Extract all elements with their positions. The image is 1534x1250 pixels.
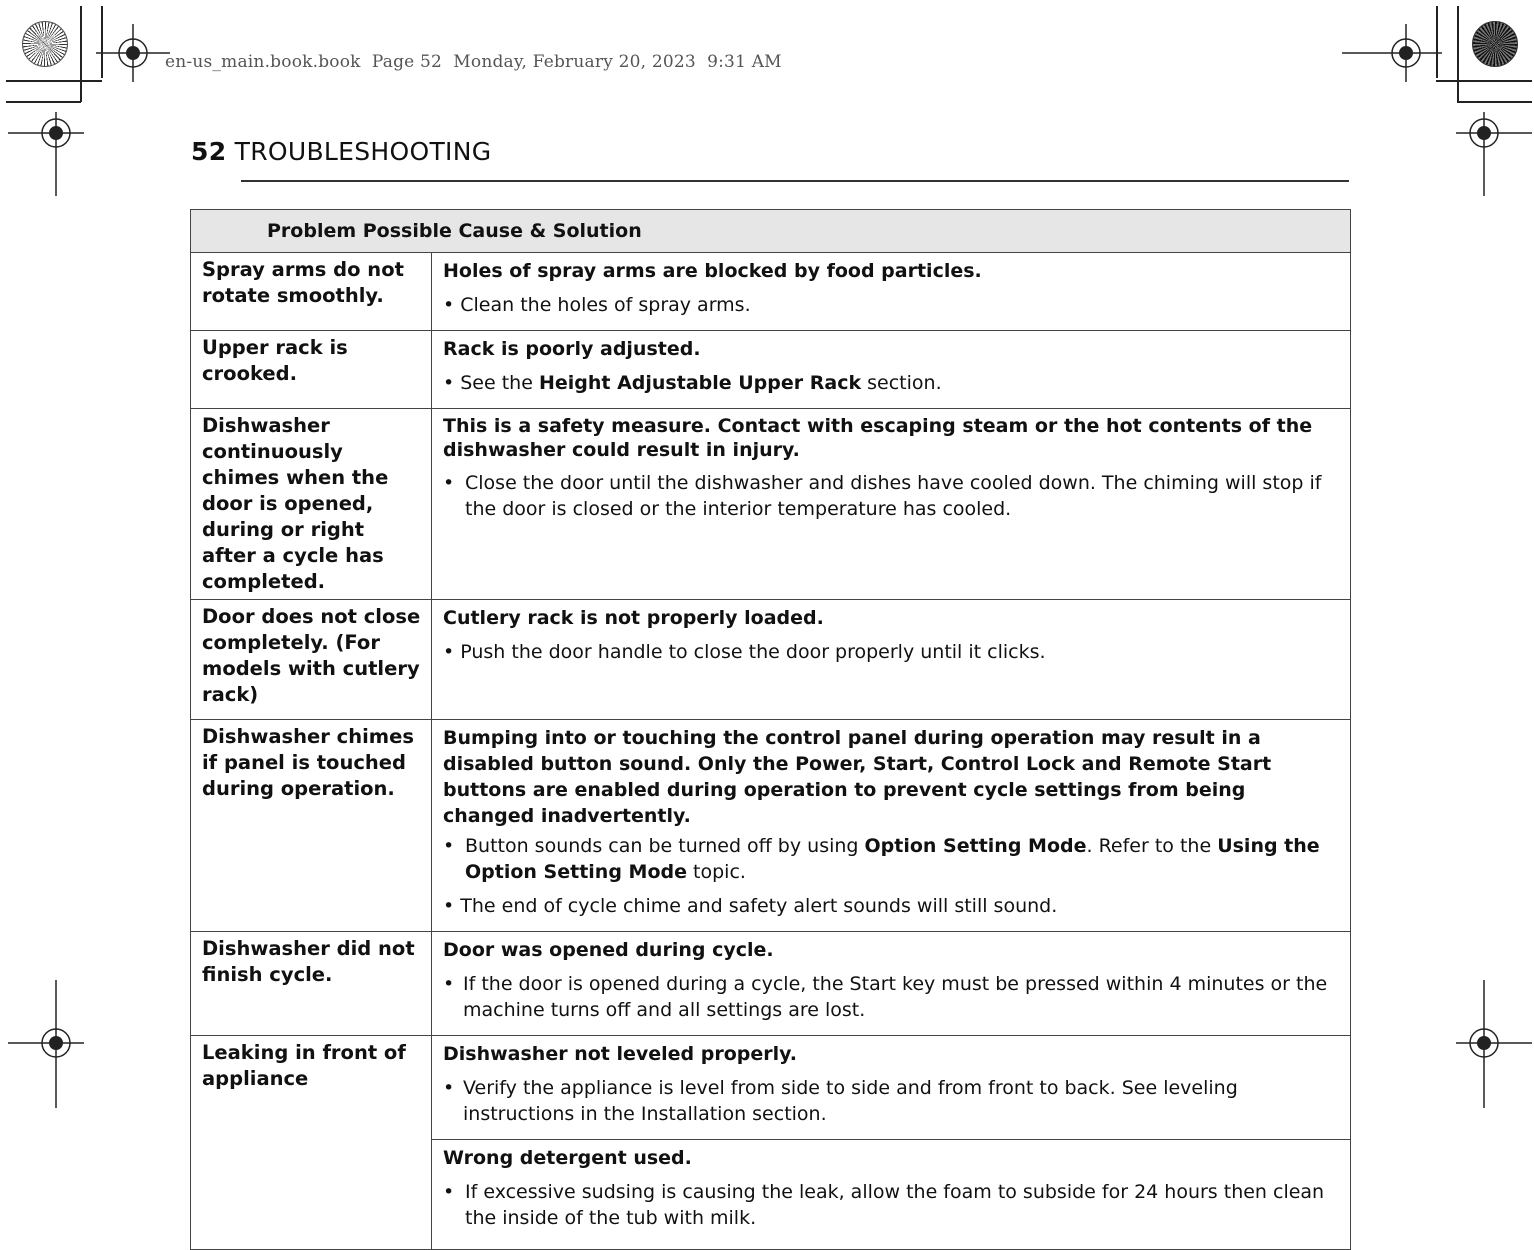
cause-text: Door was opened during cycle.: [443, 939, 774, 961]
registration-crosshair-icon: [1456, 980, 1532, 1108]
troubleshooting-table-wrap: [190, 209, 1350, 1229]
registration-crosshair-icon: [1440, 112, 1532, 196]
problem-cell: Dishwasher chimes if panel is touched during operation.: [191, 720, 432, 932]
crop-mark: [6, 101, 81, 103]
cause-text: Dishwasher not leveled properly.: [443, 1043, 798, 1065]
registration-crosshair-icon: [96, 24, 170, 82]
solution-text: [465, 833, 1338, 885]
solution-cell: [432, 253, 1351, 331]
cause-text: This is a safety measure. Contact with escaping steam or the hot contents of the dishwasher could result in injury.: [443, 415, 1313, 461]
problem-cell: Upper rack is crooked.: [191, 331, 432, 409]
solution-text: • Clean the holes of spray arms.: [443, 294, 751, 316]
registration-crosshair-icon: [8, 112, 108, 196]
bullet-dot: •: [443, 835, 455, 857]
table-row: [191, 253, 1351, 331]
crop-mark: [1457, 101, 1532, 103]
page-title: [191, 137, 491, 166]
solution-cell: [432, 932, 1351, 1036]
solution-cell: [432, 720, 1351, 932]
registration-rosette-top-right: [1472, 21, 1518, 67]
crop-mark: [6, 80, 102, 82]
print-slug-line: en-us_main.book.book Page 52 Monday, February 20, 2023 9:31 AM: [165, 52, 782, 72]
bullet-dot: •: [443, 1077, 455, 1099]
solution-bullet: [443, 833, 1338, 885]
bullet-dot: •: [443, 973, 455, 995]
solution-text-part: • See the: [443, 372, 539, 394]
solution-cell: [432, 331, 1351, 409]
section-title: TROUBLESHOOTING: [234, 137, 492, 166]
section-reference: Height Adjustable Upper Rack: [538, 372, 862, 394]
cause-text: Bumping into or touching the control panel during operation may result in a disabled button sound. Only the Power, Start, Control Lock and Remote Start buttons are enabled during operation to prevent cycle settings from being changed inadvertently.: [443, 727, 1272, 827]
solution-text: If the door is opened during a cycle, the Start key must be pressed within 4 minutes or the machine turns off and all settings are lost.: [463, 973, 1328, 1021]
cause-text: Wrong detergent used.: [443, 1147, 692, 1169]
registration-crosshair-icon: [8, 980, 84, 1108]
cause-text: Rack is poorly adjusted.: [443, 338, 701, 360]
bullet-dot: •: [443, 472, 455, 494]
table-header: [191, 210, 1351, 253]
solution-text: Close the door until the dishwasher and dishes have cooled down. The chiming will stop if the door is closed or the interior temperature has cooled.: [465, 472, 1322, 520]
problem-cell: Dishwasher did not finish cycle.: [191, 932, 432, 1036]
table-row: [191, 1036, 1351, 1140]
cause-text: Cutlery rack is not properly loaded.: [443, 607, 824, 629]
solution-text: • The end of cycle chime and safety alert sounds will still sound.: [443, 895, 1058, 917]
mode-reference: Option Setting Mode: [864, 835, 1087, 857]
page-number: 52: [191, 137, 227, 166]
topic-reference: Using the Option Setting Mode: [465, 835, 1320, 883]
table-row: [191, 932, 1351, 1036]
registration-rosette-top-left: [22, 21, 68, 67]
table-header-row: [191, 210, 1351, 253]
table-row: [191, 331, 1351, 409]
solution-cell: [432, 600, 1351, 720]
solution-bullet: [443, 1179, 1338, 1231]
solution-text-part: section.: [861, 372, 942, 394]
troubleshooting-table: [190, 209, 1351, 1250]
solution-cell: [432, 1140, 1351, 1250]
registration-crosshair-icon: [1342, 24, 1442, 82]
table-row: [191, 409, 1351, 600]
cause-text: Holes of spray arms are blocked by food particles.: [443, 260, 982, 282]
solution-bullet: [443, 470, 1338, 522]
problem-cell: Spray arms do not rotate smoothly.: [191, 253, 432, 331]
problem-cell: Door does not close completely. (For models with cutlery rack): [191, 600, 432, 720]
solution-bullet: [443, 971, 1338, 1023]
bullet-dot: •: [443, 1181, 455, 1203]
solution-text: • Push the door handle to close the door properly until it clicks.: [443, 641, 1046, 663]
crop-mark: [1457, 6, 1459, 102]
solution-cell: [432, 409, 1351, 600]
problem-cell: Leaking in front of appliance: [191, 1036, 432, 1250]
solution-bullet: [443, 1075, 1338, 1127]
solution-text-part: . Refer to the: [1086, 835, 1218, 857]
heading-rule: [241, 180, 1349, 182]
solution-text-part: Button sounds can be turned off by using: [465, 835, 865, 857]
table-header-label: Problem Possible Cause & Solution: [267, 220, 642, 242]
table-row: [191, 720, 1351, 932]
table-row: [191, 600, 1351, 720]
crop-mark: [80, 6, 82, 102]
crop-mark: [1436, 80, 1532, 82]
solution-text: Verify the appliance is level from side to side and from front to back. See leveling instructions in the Installation section.: [463, 1077, 1238, 1125]
solution-text-part: topic.: [686, 861, 746, 883]
solution-text: [443, 370, 1338, 396]
solution-text: If excessive sudsing is causing the leak, allow the foam to subside for 24 hours then clean the inside of the tub with milk.: [465, 1181, 1325, 1229]
solution-cell: [432, 1036, 1351, 1140]
problem-cell: Dishwasher continuously chimes when the door is opened, during or right after a cycle has completed.: [191, 409, 432, 600]
